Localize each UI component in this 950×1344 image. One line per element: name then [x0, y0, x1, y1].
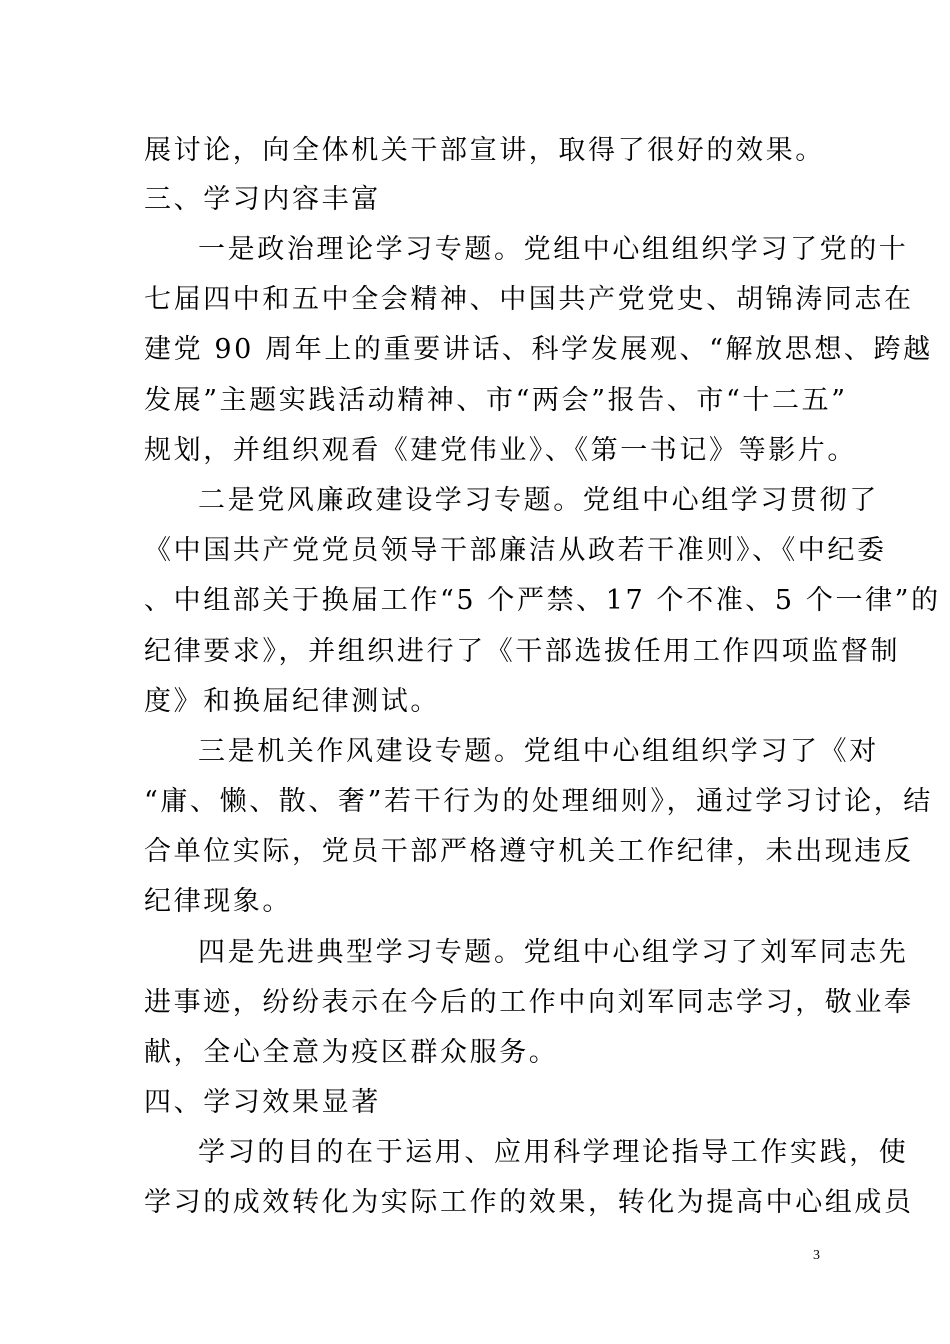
paragraph-line: 、中组部关于换届工作“5 个严禁、17 个不准、5 个一律”的 — [144, 585, 941, 616]
paragraph-line: 学习的成效转化为实际工作的效果，转化为提高中心组成员 — [144, 1187, 914, 1218]
section-heading: 四、学习效果显著 — [144, 1087, 381, 1118]
section-heading: 三、学习内容丰富 — [144, 184, 381, 215]
paragraph-line: 进事迹，纷纷表示在今后的工作中向刘军同志学习，敬业奉 — [144, 987, 914, 1018]
paragraph-line: 建党 90 周年上的重要讲话、科学发展观、“解放思想、跨越 — [144, 334, 933, 365]
paragraph-line: 展讨论，向全体机关干部宣讲，取得了很好的效果。 — [144, 135, 825, 166]
paragraph-line: 四是先进典型学习专题。党组中心组学习了刘军同志先 — [198, 937, 909, 968]
paragraph-line: 一是政治理论学习专题。党组中心组组织学习了党的十 — [198, 234, 909, 265]
paragraph-line: 学习的目的在于运用、应用科学理论指导工作实践，使 — [198, 1137, 909, 1168]
paragraph-line: 纪律要求》，并组织进行了《干部选拔任用工作四项监督制 — [144, 636, 901, 667]
paragraph-line: 发展”主题实践活动精神、市“两会”报告、市“十二五” — [144, 385, 848, 416]
page-number: 3 — [813, 1248, 820, 1263]
paragraph-line: 纪律现象。 — [144, 886, 292, 917]
paragraph-line: 规划，并组织观看《建党伟业》、《第一书记》等影片。 — [144, 435, 857, 466]
paragraph-line: 三是机关作风建设专题。党组中心组组织学习了《对 — [198, 736, 879, 767]
paragraph-line: “庸、懒、散、奢”若干行为的处理细则》，通过学习讨论，结 — [144, 786, 933, 817]
paragraph-line: 合单位实际，党员干部严格遵守机关工作纪律，未出现违反 — [144, 836, 914, 867]
paragraph-line: 度》和换届纪律测试。 — [144, 686, 440, 717]
paragraph-line: 七届四中和五中全会精神、中国共产党党史、胡锦涛同志在 — [144, 284, 914, 315]
paragraph-line: 《中国共产党党员领导干部廉洁从政若干准则》、《中纪委 — [144, 535, 887, 566]
paragraph-line: 二是党风廉政建设学习专题。党组中心组学习贯彻了 — [198, 485, 879, 516]
paragraph-line: 献，全心全意为疫区群众服务。 — [144, 1037, 559, 1068]
